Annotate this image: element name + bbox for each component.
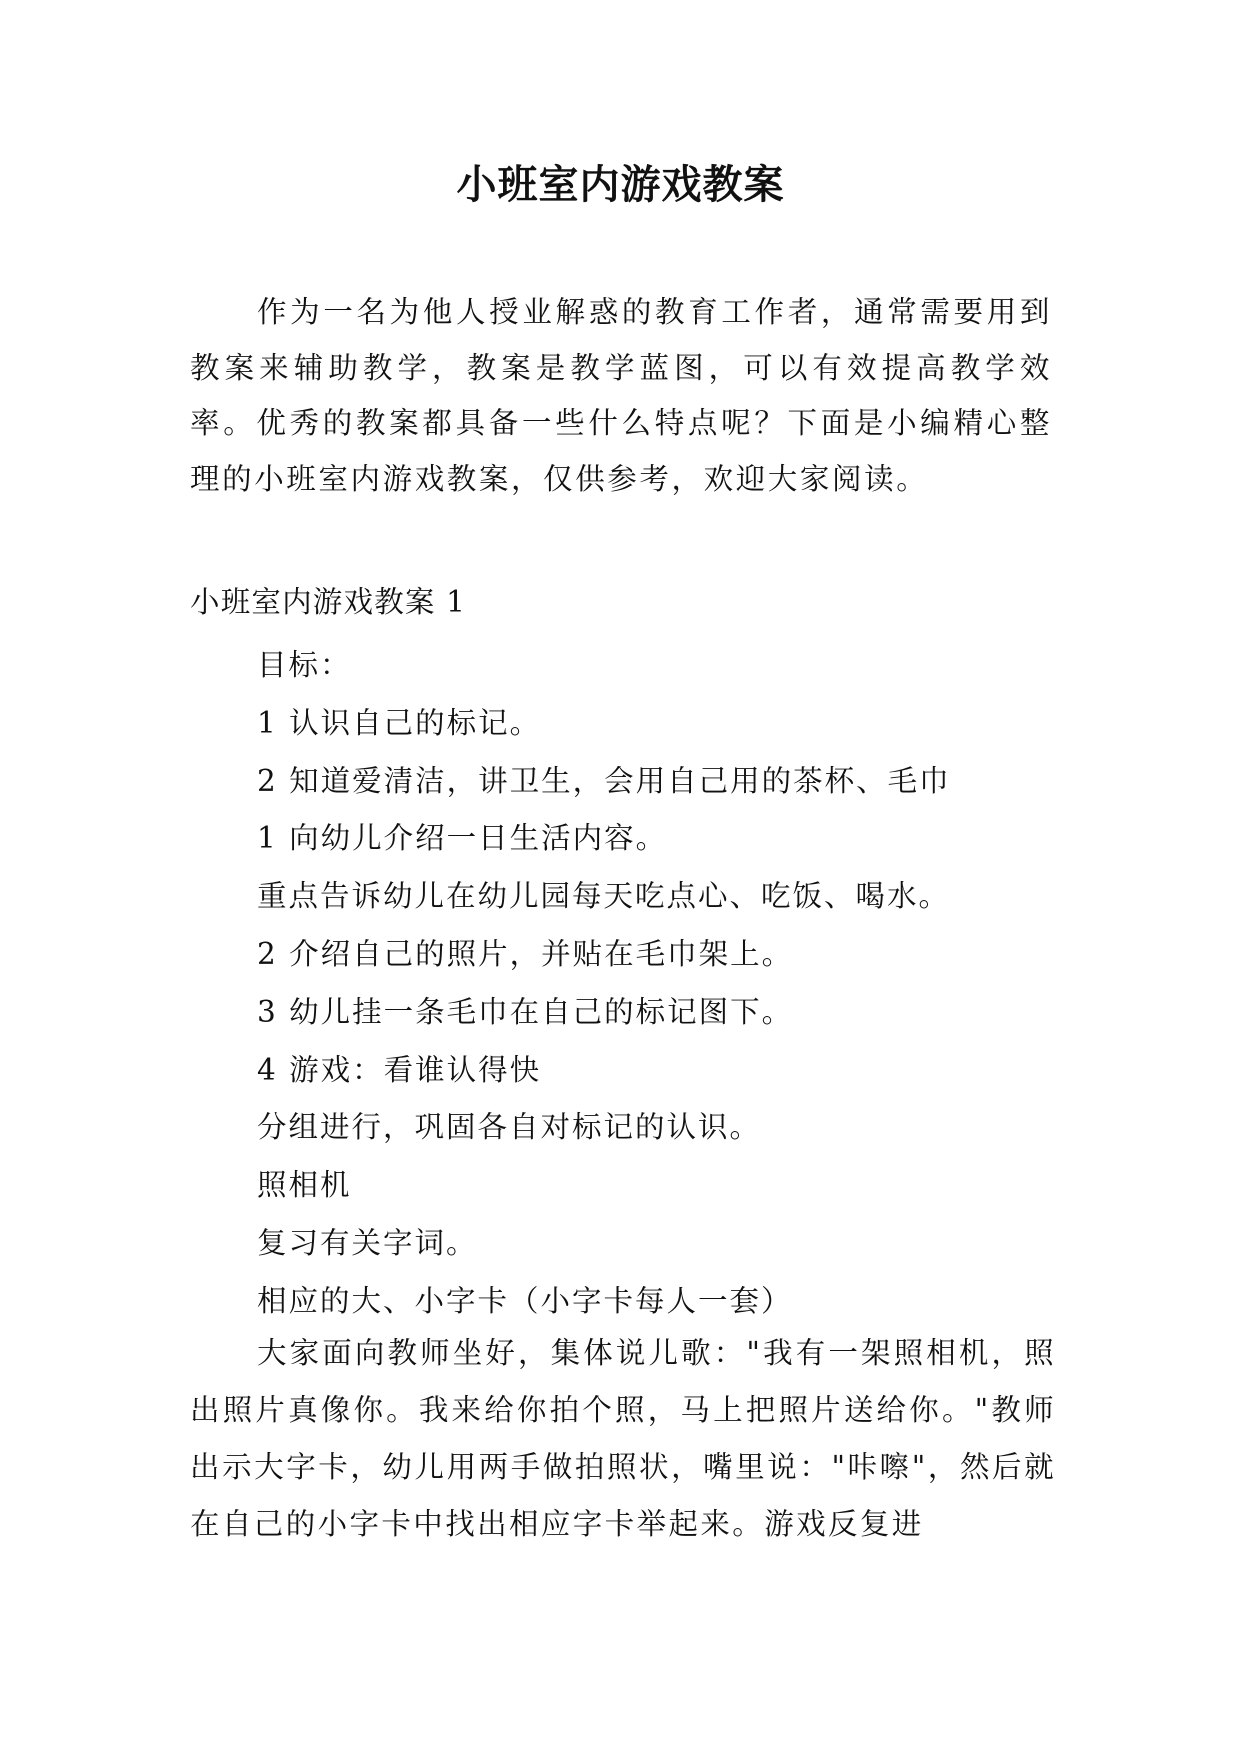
lesson-line: 4 游戏：看谁认得快: [257, 1052, 542, 1087]
lesson-line: 相应的大、小字卡（小字卡每人一套）: [257, 1283, 793, 1318]
lesson-line: 重点告诉幼儿在幼儿园每天吃点心、吃饭、喝水。: [257, 879, 951, 914]
lesson-line: 1 向幼儿介绍一日生活内容。: [257, 821, 668, 856]
lesson-line: 复习有关字词。: [257, 1225, 478, 1260]
lesson-line: 2 介绍自己的照片，并贴在毛巾架上。: [257, 936, 794, 971]
lesson-line: 2 知道爱清洁，讲卫生，会用自己用的茶杯、毛巾: [257, 763, 951, 798]
intro-paragraph: 作为一名为他人授业解惑的教育工作者，通常需要用到教案来辅助教学，教案是教学蓝图，可以有效提高教学效率。优秀的教案都具备一些什么特点呢？下面是小编精心整理的小班室内游戏教案，仅供参考，欢迎大家阅读。: [190, 295, 1052, 496]
closing-paragraph: 大家面向教师坐好，集体说儿歌："我有一架照相机，照出照片真像你。我来给你拍个照，马上把照片送给你。"教师出示大字卡，幼儿用两手做拍照状，嘴里说："咔嚓"，然后就在自己的小字卡中找出相应字卡举起来。游戏反复进: [190, 1336, 1056, 1541]
document-title: 小班室内游戏教案: [456, 161, 785, 208]
lesson-line: 目标：: [257, 648, 352, 682]
lesson-lines: [257, 637, 1157, 1331]
lesson-line: 照相机: [257, 1168, 352, 1203]
lesson-line: 1 认识自己的标记。: [257, 705, 542, 740]
lesson-line: 3 幼儿挂一条毛巾在自己的标记图下。: [257, 994, 794, 1029]
lesson-line: 分组进行，巩固各自对标记的认识。: [257, 1110, 762, 1145]
section-heading: 小班室内游戏教案 1: [190, 585, 467, 619]
